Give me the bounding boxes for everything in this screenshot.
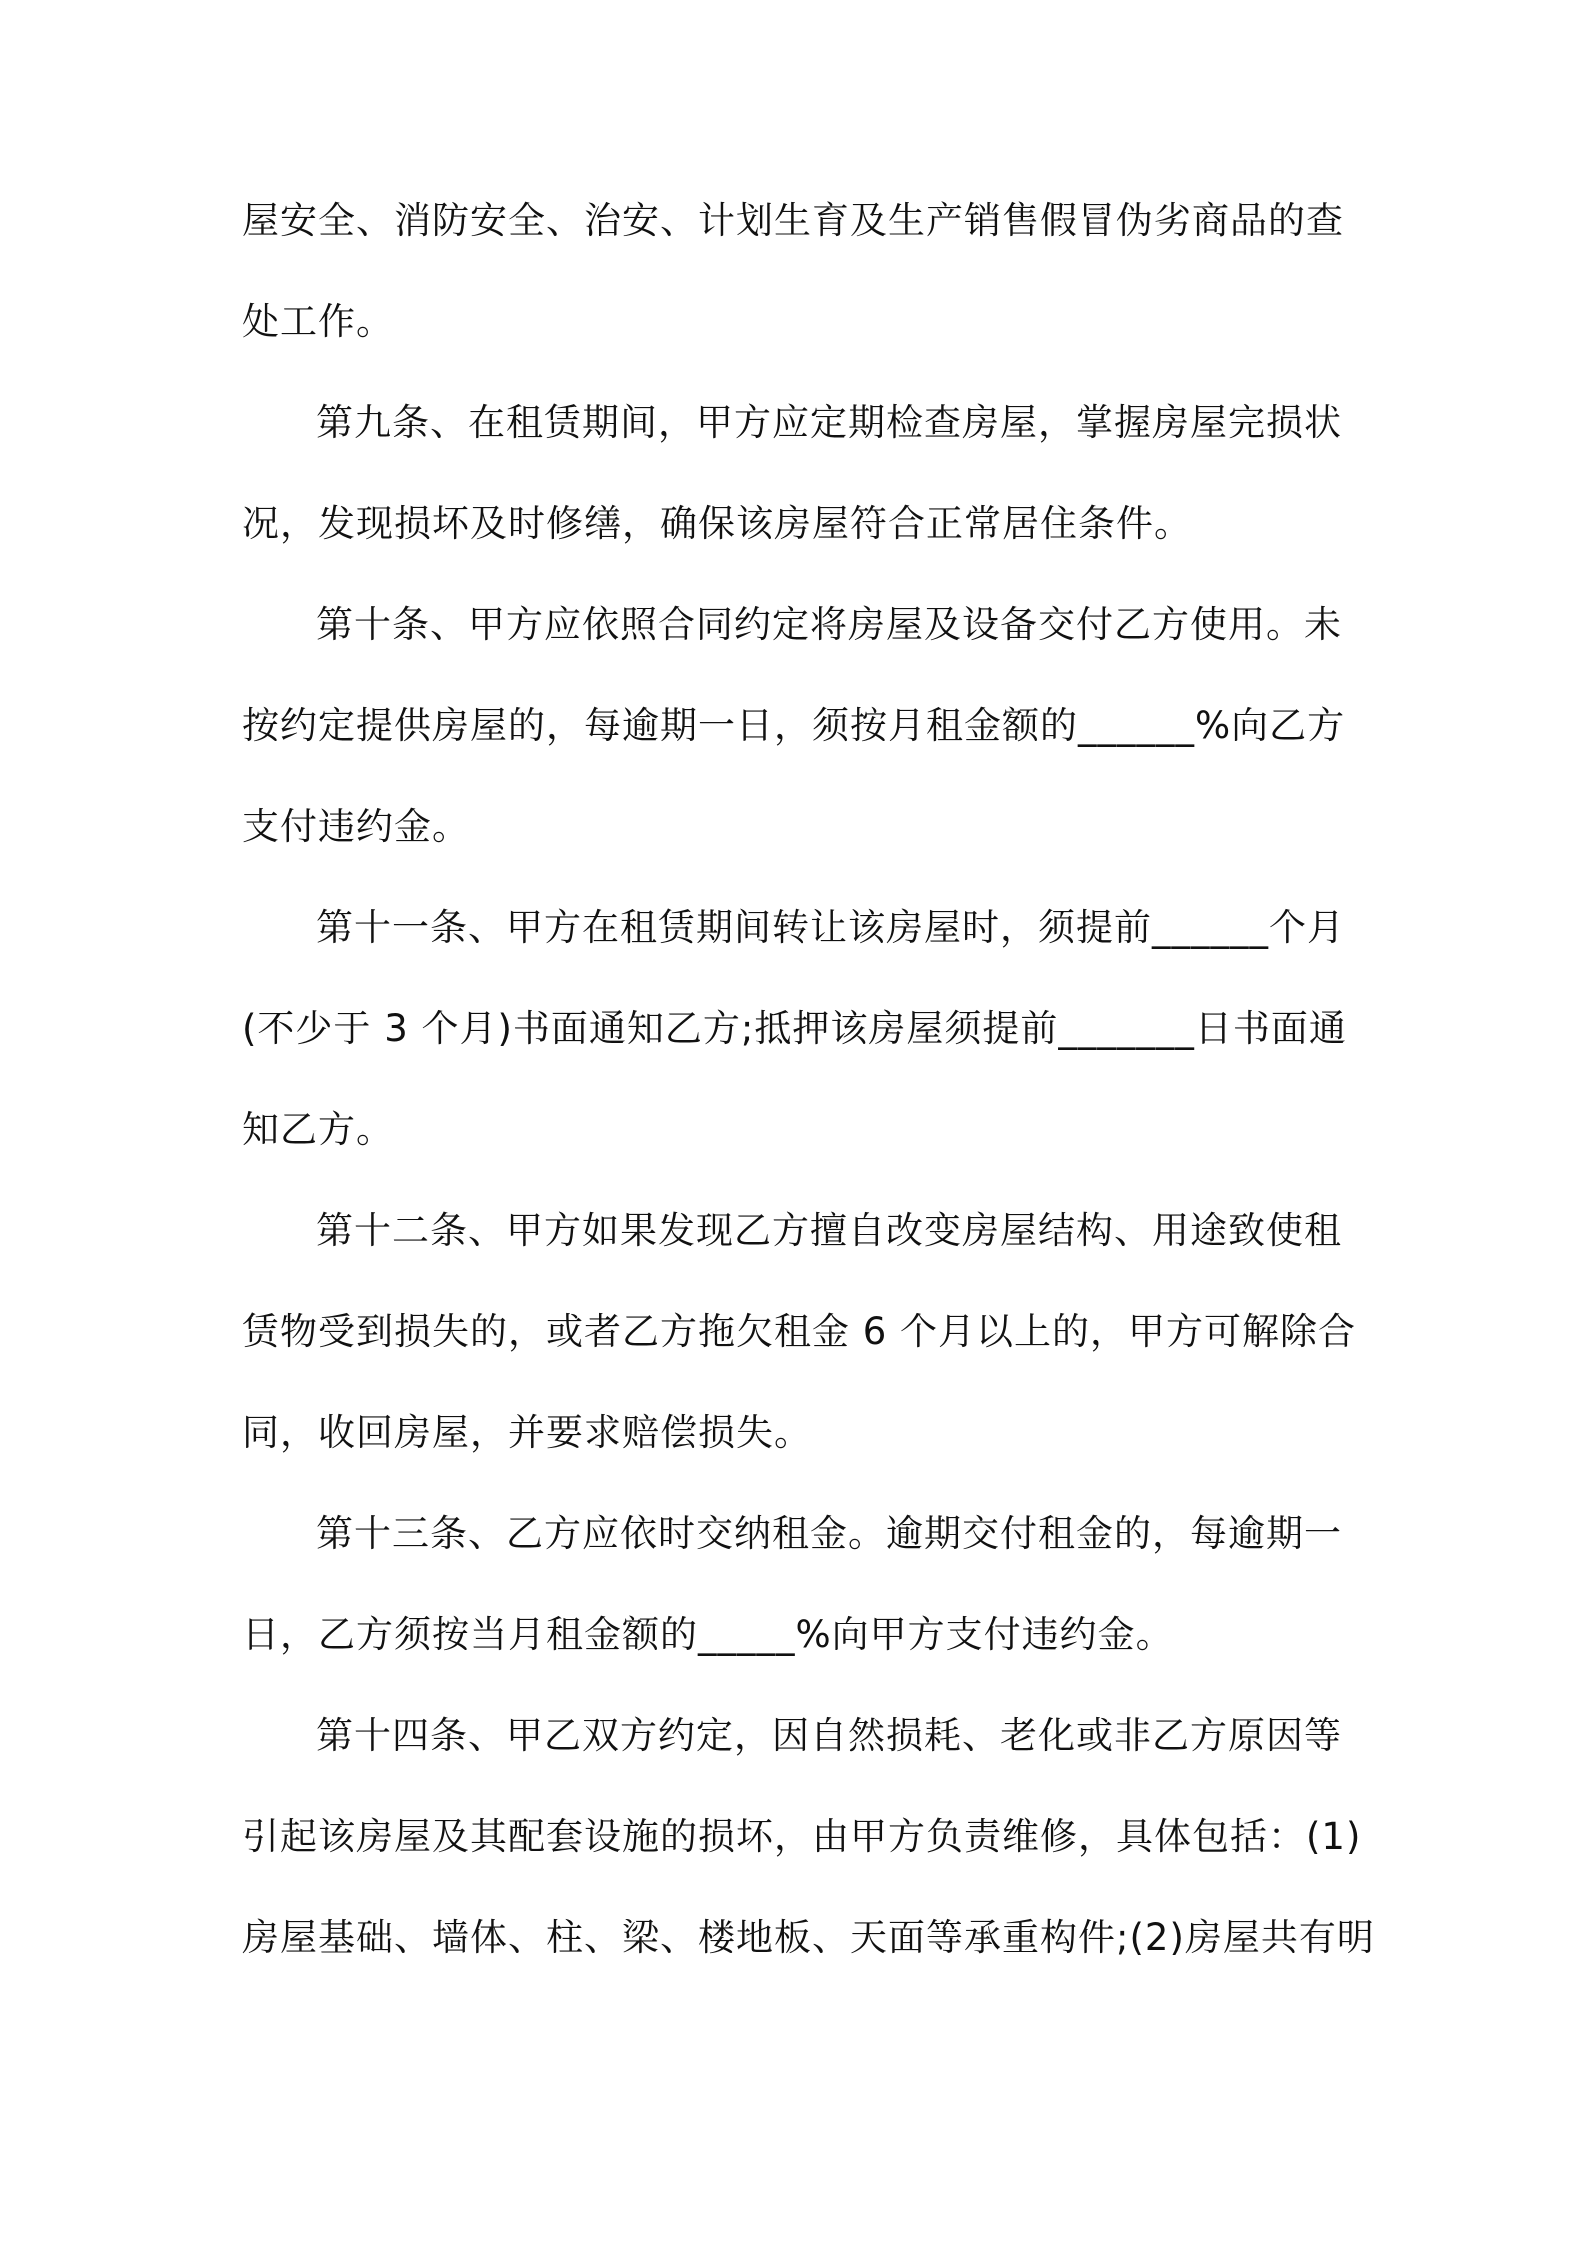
paragraph-article-11 <box>242 877 1352 1180</box>
text-line: 屋安全、消防安全、治安、计划生育及生产销售假冒伪劣商品的查 <box>242 199 1344 242</box>
text-line: (不少于 3 个月)书面通知乙方;抵押该房屋须提前_______日书面通 <box>242 1007 1347 1050</box>
contract-body <box>242 170 1375 1988</box>
text-line: 知乙方。 <box>242 1108 394 1151</box>
text-line: 第十四条、甲乙双方约定，因自然损耗、老化或非乙方原因等 <box>316 1714 1342 1757</box>
text-line: 第十二条、甲方如果发现乙方擅自改变房屋结构、用途致使租 <box>316 1209 1342 1252</box>
text-line: 第十条、甲方应依照合同约定将房屋及设备交付乙方使用。未 <box>316 603 1342 646</box>
text-line: 按约定提供房屋的，每逾期一日，须按月租金额的______%向乙方 <box>242 704 1346 747</box>
text-line: 日，乙方须按当月租金额的_____%向甲方支付违约金。 <box>242 1613 1174 1656</box>
text-line: 处工作。 <box>242 300 394 343</box>
text-line: 况，发现损坏及时修缮，确保该房屋符合正常居住条件。 <box>242 502 1192 545</box>
paragraph-article-9 <box>242 372 1352 574</box>
paragraph-article-8-continued <box>242 170 1352 372</box>
paragraph-article-14 <box>242 1685 1375 1988</box>
paragraph-article-10 <box>242 574 1352 877</box>
text-line: 房屋基础、墙体、柱、梁、楼地板、天面等承重构件;(2)房屋共有明 <box>242 1916 1375 1959</box>
paragraph-article-13 <box>242 1483 1352 1685</box>
text-line: 支付违约金。 <box>242 805 470 848</box>
text-line: 赁物受到损失的，或者乙方拖欠租金 6 个月以上的，甲方可解除合 <box>242 1310 1357 1353</box>
paragraph-article-12 <box>242 1180 1357 1483</box>
text-line: 第十三条、乙方应依时交纳租金。逾期交付租金的，每逾期一 <box>316 1512 1342 1555</box>
text-line: 第九条、在租赁期间，甲方应定期检查房屋，掌握房屋完损状 <box>316 401 1342 444</box>
text-line: 同，收回房屋，并要求赔偿损失。 <box>242 1411 812 1454</box>
text-line: 引起该房屋及其配套设施的损坏，由甲方负责维修，具体包括：(1) <box>242 1815 1362 1858</box>
text-line: 第十一条、甲方在租赁期间转让该房屋时，须提前______个月 <box>316 906 1345 949</box>
